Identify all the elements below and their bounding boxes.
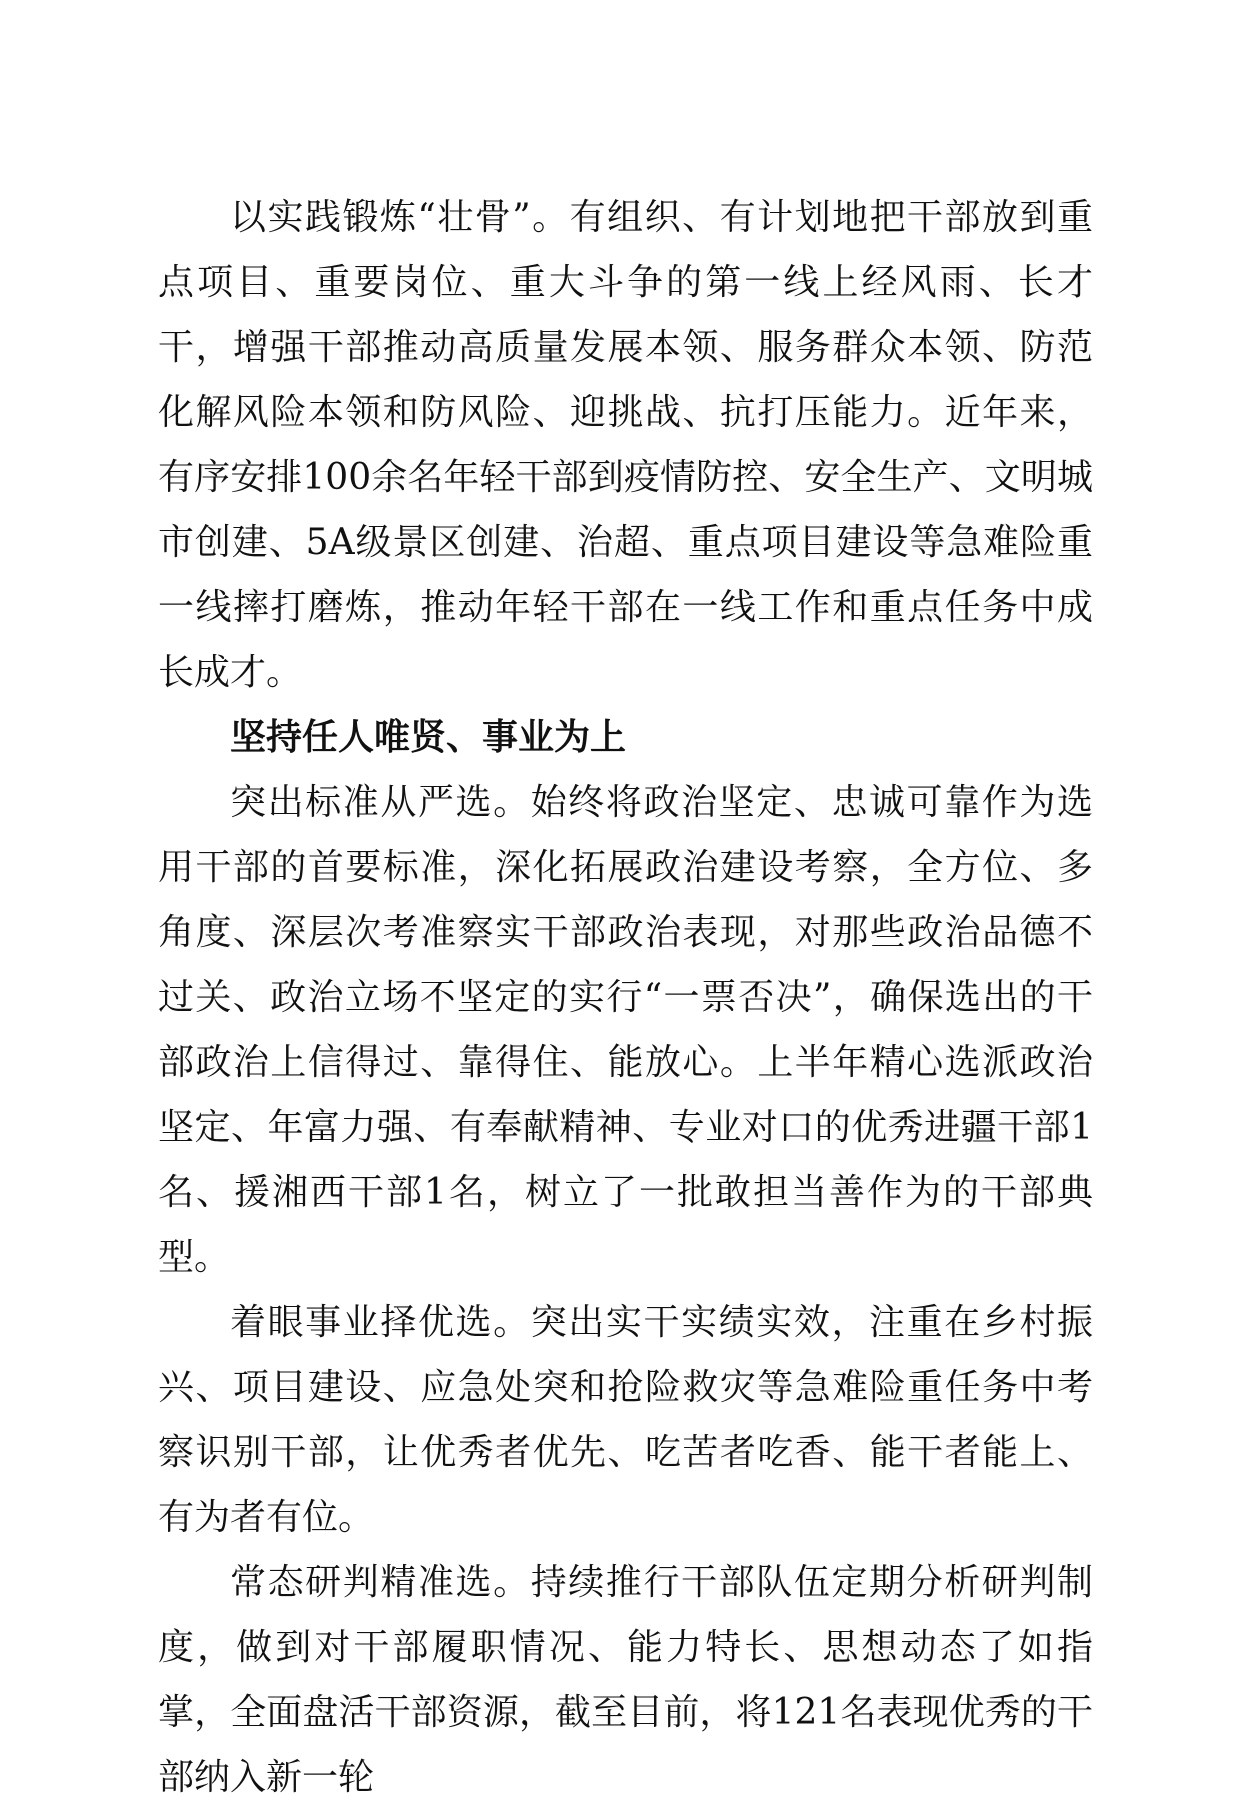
paragraph-merit-selection: 着眼事业择优选。突出实干实绩实效，注重在乡村振兴、项目建设、应急处突和抢险救灾等急难险重任务中考察识别干部，让优秀者优先、吃苦者吃香、能干者能上、有为者有位。 [158, 1302, 1093, 1538]
paragraph-practice-training: 以实践锻炼“壮骨”。有组织、有计划地把干部放到重点项目、重要岗位、重大斗争的第一线上经风雨、长才干，增强干部推动高质量发展本领、服务群众本领、防范化解风险本领和防风险、迎挑战、抗打压能力。近年来，有序安排100余名年轻干部到疫情防控、安全生产、文明城市创建、5A级景区创建、治超、重点项目建设等急难险重一线摔打磨炼，推动年轻干部在一线工作和重点任务中成长成才。 [158, 197, 1093, 693]
section-heading: 坚持任人唯贤、事业为上 [230, 717, 627, 758]
paragraph-regular-assessment: 常态研判精准选。持续推行干部队伍定期分析研判制度，做到对干部履职情况、能力特长、思想动态了如指掌，全面盘活干部资源，截至目前，将121名表现优秀的干部纳入新一轮 [158, 1562, 1093, 1798]
document-body [158, 185, 1093, 1810]
paragraph-strict-standards: 突出标准从严选。始终将政治坚定、忠诚可靠作为选用干部的首要标准，深化拓展政治建设考察，全方位、多角度、深层次考准察实干部政治表现，对那些政治品德不过关、政治立场不坚定的实行“一票否决”，确保选出的干部政治上信得过、靠得住、能放心。上半年精心选派政治坚定、年富力强、有奉献精神、专业对口的优秀进疆干部1名、援湘西干部1名，树立了一批敢担当善作为的干部典型。 [158, 782, 1093, 1278]
